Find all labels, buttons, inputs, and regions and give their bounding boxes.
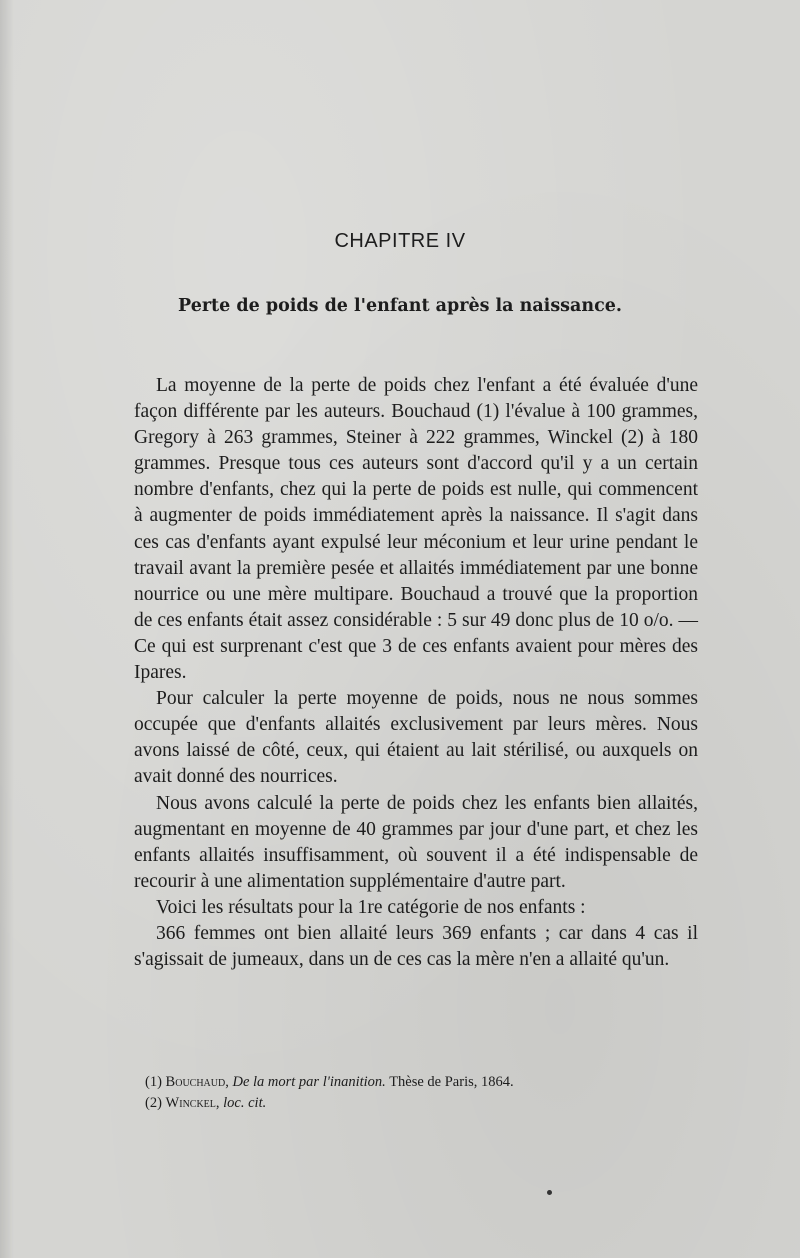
ink-speck	[547, 1190, 552, 1195]
paragraph: 366 femmes ont bien allaité leurs 369 enfants ; car dans 4 cas il s'agissait de jumeaux, dans un de ces cas la mère n'en a allaité qu'un.	[134, 922, 698, 971]
footnote-marker: (1)	[145, 1074, 162, 1090]
footnote-title: De la mort par l'inanition.	[232, 1074, 386, 1090]
chapter-heading: CHAPITRE IV	[334, 230, 466, 252]
page-edge-shadow	[0, 0, 14, 1258]
footnote	[145, 1072, 685, 1093]
section-title: Perte de poids de l'enfant après la naissance.	[178, 296, 622, 316]
footnote-rest: Thèse de Paris, 1864.	[389, 1074, 514, 1090]
footnote-author: Winckel,	[165, 1095, 220, 1111]
footnote-author: Bouchaud,	[165, 1074, 229, 1090]
footnote	[145, 1093, 685, 1114]
footnotes	[145, 1072, 685, 1114]
footnote-title: loc. cit.	[223, 1095, 267, 1111]
body-text	[134, 373, 698, 973]
paragraph: Nous avons calculé la perte de poids chez les enfants bien allaités, augmentant en moyenne de 40 grammes par jour d'une part, et chez les enfants allaités insuffisamment, où souvent il a été indispensable de recourir à une alimentation supplémentaire d'autre part.	[134, 792, 698, 892]
paragraph: La moyenne de la perte de poids chez l'enfant a été évaluée d'une façon différente par les auteurs. Bouchaud (1) l'évalue à 100 grammes, Gregory à 263 grammes, Steiner à 222 grammes, Winckel (2) à 180 grammes. Presque tous ces auteurs sont d'accord qu'il y a un certain nombre d'enfants, chez qui la perte de poids est nulle, qui commencent à augmenter de poids immédiatement après la naissance. Il s'agit dans ces cas d'enfants ayant expulsé leur méconium et leur urine pendant le travail avant la première pesée et allaités immédiatement par une bonne nourrice ou une mère multipare. Bouchaud a trouvé que la proportion de ces enfants était assez considérable : 5 sur 49 donc plus de 10 o/o. — Ce qui est surprenant c'est que 3 de ces enfants avaient pour mères des Ipares.	[134, 375, 698, 684]
paragraph: Pour calculer la perte moyenne de poids, nous ne nous sommes occupée que d'enfants allaités exclusivement par leurs mères. Nous avons laissé de côté, ceux, qui étaient au lait stérilisé, ou auxquels on avait donné des nourrices.	[134, 688, 698, 788]
footnote-marker: (2)	[145, 1095, 162, 1111]
paragraph: Voici les résultats pour la 1re catégorie de nos enfants :	[156, 896, 586, 918]
